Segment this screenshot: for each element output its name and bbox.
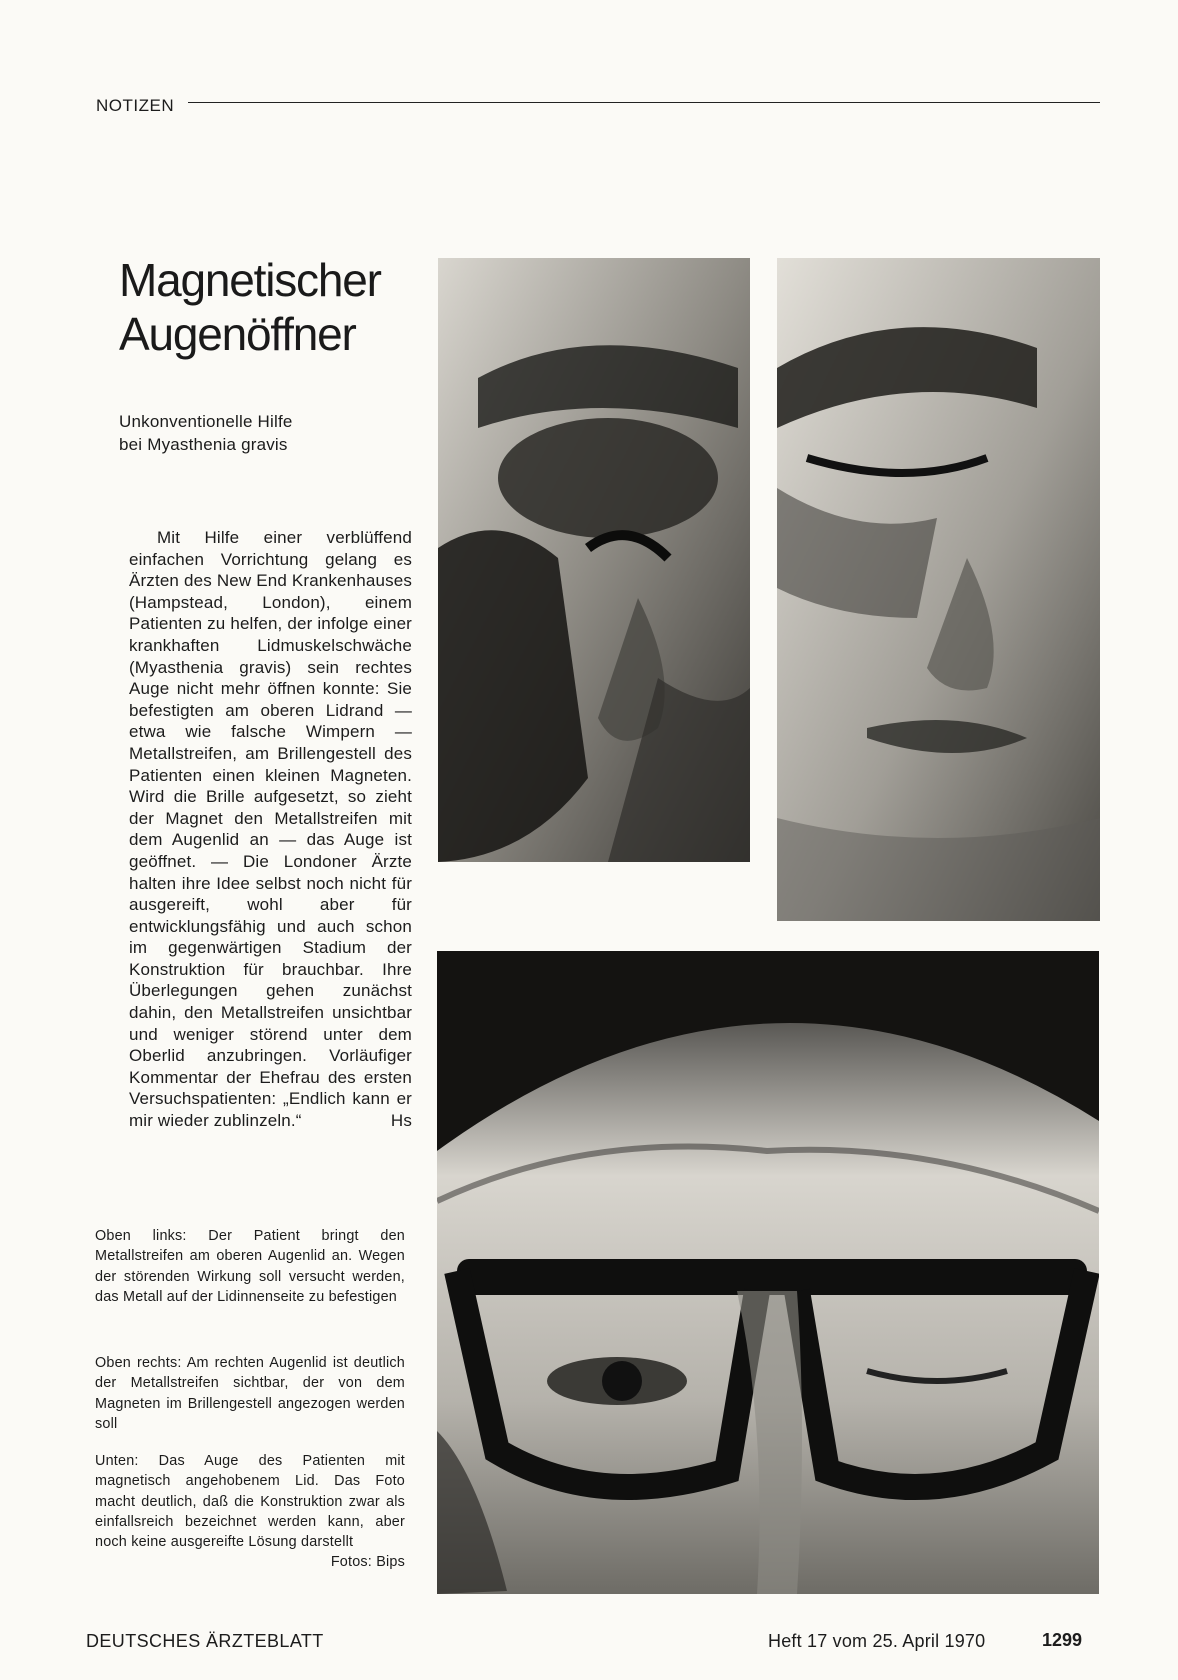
caption-bottom-text: Unten: Das Auge des Patienten mit magnetisch angehobenem Lid. Das Foto macht deutlich, daß die Konstruktion zwar als einfallsreich bezeichnet werden kann, aber noch keine ausgereifte Lösung darstellt (95, 1453, 405, 1551)
section-label: NOTIZEN (96, 96, 175, 115)
article-subtitle (119, 410, 419, 456)
author-signature: Hs (390, 1111, 412, 1131)
footer-page-number: 1299 (1042, 1630, 1083, 1650)
caption-top-right: Oben rechts: Am rechten Augenlid ist deutlich der Metallstreifen sichtbar, der von dem Magneten im Brillengestell angezogen werden soll (95, 1355, 405, 1432)
caption-bottom (95, 1451, 405, 1573)
article-subtitle-line-2: bei Myasthenia gravis (119, 435, 288, 454)
article-title (119, 253, 381, 361)
article-body-text: Mit Hilfe einer verblüffend einfachen Vorrichtung gelang es Ärzten des New End Krankenhauses (Hampstead, London), einem Patienten zu helfen, der infolge einer krankhaften Lidmuskelschwäche (Myasthenia gravis) sein rechtes Auge nicht mehr öffnen konnte: Sie befestigten am oberen Lidrand — etwa wie falsche Wimpern — Metallstreifen, am Brillengestell des Patienten einen kleinen Magneten. Wird die Brille aufgesetzt, so zieht der Magnet den Metallstreifen mit dem Augenlid an — das Auge ist geöffnet. — Die Londoner Ärzte halten ihre Idee selbst noch nicht für ausgereift, wohl aber für entwicklungsfähig und auch schon im gegenwärtigen Stadium der Konstruktion für brauchbar. Ihre Überlegungen gehen zunächst dahin, den Metallstreifen unsichtbar und weniger störend unter dem Oberlid anzubringen. Vorläufiger Kommentar der Ehefrau des ersten Versuchspatienten: „Endlich kann er mir wieder zublinzeln.“ (129, 528, 412, 1131)
article-title-line-2: Augenöffner (119, 308, 356, 360)
photo-top-right (777, 258, 1100, 921)
photo-bottom (437, 951, 1099, 1594)
article-title-line-1: Magnetischer (119, 254, 381, 306)
footer-issue-date: Heft 17 vom 25. April 1970 (768, 1631, 986, 1651)
article-subtitle-line-1: Unkonventionelle Hilfe (119, 412, 293, 431)
footer-journal-name: DEUTSCHES ÄRZTEBLATT (86, 1631, 324, 1651)
photo-top-left (438, 258, 750, 862)
article-body (129, 527, 412, 1132)
photo-credit: Fotos: Bips (330, 1554, 405, 1571)
header-rule (188, 102, 1100, 103)
caption-top-left: Oben links: Der Patient bringt den Metallstreifen am oberen Augenlid an. Wegen der störenden Wirkung soll versucht werden, das Metall auf der Lidinnenseite zu befestigen (95, 1228, 405, 1305)
